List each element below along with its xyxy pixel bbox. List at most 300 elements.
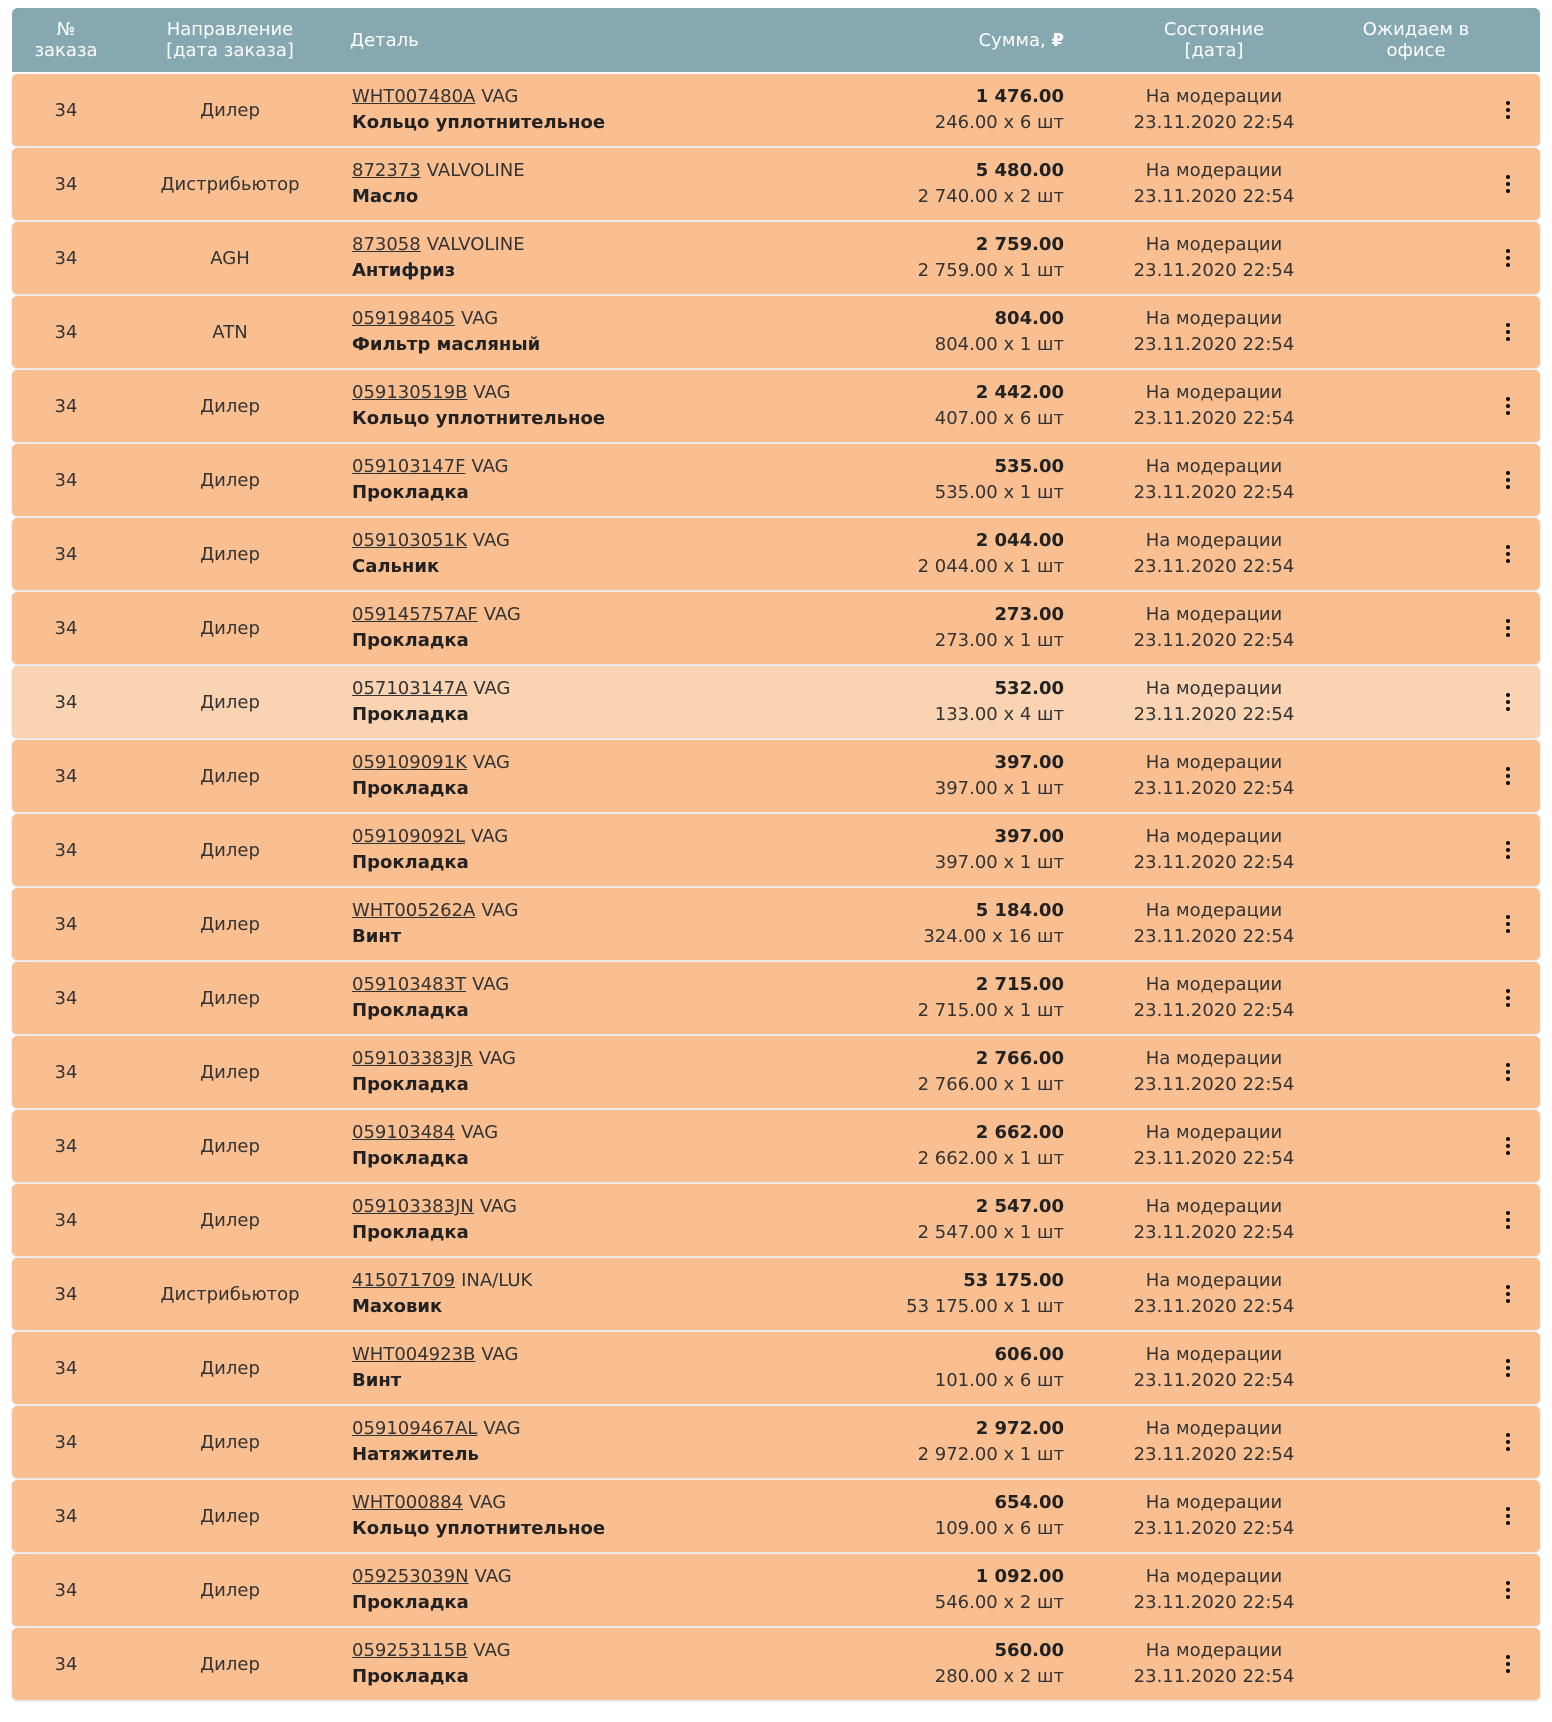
part-brand: VAG [469,1492,507,1513]
sum-total: 2 442.00 [975,382,1064,403]
state-cell [1104,1480,1324,1552]
part-brand: VAG [471,456,509,477]
state-cell [1104,1110,1324,1182]
direction: Дилер [200,913,260,935]
kebab-dot [1506,1514,1510,1518]
part-brand: VAG [472,752,510,773]
row-menu-cell [1496,666,1520,738]
order-number: 34 [54,839,78,861]
part-code-link[interactable]: 059253115B [352,1640,468,1661]
state-status: На модерации [1145,1122,1283,1143]
part-brand: VAG [474,1566,512,1587]
sum-unit-price: 2 740.00 x 2 шт [917,186,1064,207]
part-code-link[interactable]: 059103383JR [352,1048,473,1069]
part-code-link[interactable]: 059253039N [352,1566,469,1587]
part-name: Прокладка [352,778,469,799]
kebab-dot [1506,774,1510,778]
state-date: 23.11.2020 22:54 [1133,112,1295,133]
state-status: На модерации [1145,160,1283,181]
kebab-dot [1506,1063,1510,1067]
sum-cell [752,1036,1064,1108]
state-status: На модерации [1145,826,1283,847]
part-code-link[interactable]: 059109092L [352,826,466,847]
part-brand: VAG [473,678,511,699]
sum-cell [752,666,1064,738]
state-date: 23.11.2020 22:54 [1133,1518,1295,1539]
order-number-cell [12,666,120,738]
part-name: Кольцо уплотнительное [352,112,606,133]
detail-cell [352,1406,772,1478]
kebab-dot [1506,323,1510,327]
part-code-link[interactable]: 057103147A [352,678,468,699]
state-status: На модерации [1145,1566,1283,1587]
state-cell [1104,962,1324,1034]
sum-total: 5 480.00 [975,160,1064,181]
kebab-icon[interactable] [1496,1578,1520,1602]
sum-total: 273.00 [994,604,1064,625]
sum-unit-price: 2 972.00 x 1 шт [917,1444,1064,1465]
sum-unit-price: 324.00 x 16 шт [923,926,1064,947]
row-menu-cell [1496,1628,1520,1700]
part-code-link[interactable]: 059103051K [352,530,467,551]
orders-table [12,8,1540,1700]
state-date: 23.11.2020 22:54 [1133,556,1295,577]
order-number: 34 [54,395,78,417]
kebab-dot [1506,1447,1510,1451]
sum-cell [752,518,1064,590]
kebab-icon[interactable] [1496,1282,1520,1306]
state-cell [1104,1184,1324,1256]
sum-total: 2 766.00 [975,1048,1064,1069]
part-name: Сальник [352,556,440,577]
kebab-dot [1506,404,1510,408]
sum-cell [752,1184,1064,1256]
state-cell [1104,666,1324,738]
row-menu-cell [1496,370,1520,442]
sum-cell [752,222,1064,294]
part-name: Натяжитель [352,1444,479,1465]
kebab-icon[interactable] [1496,1208,1520,1232]
row-menu-cell [1496,1110,1520,1182]
part-brand: VAG [481,900,519,921]
kebab-dot [1506,922,1510,926]
order-number: 34 [54,1135,78,1157]
kebab-dot [1506,1655,1510,1659]
state-status: На модерации [1145,1344,1283,1365]
kebab-dot [1506,249,1510,253]
sum-cell [752,148,1064,220]
row-menu-cell [1496,1554,1520,1626]
part-code-link[interactable]: WHT005262A [352,900,476,921]
detail-cell [352,1332,772,1404]
row-menu-cell [1496,1480,1520,1552]
sum-cell [752,1258,1064,1330]
kebab-dot [1506,1292,1510,1296]
detail-code-line [352,1564,512,1590]
part-brand: VAG [481,86,519,107]
kebab-dot [1506,411,1510,415]
row-menu-cell [1496,740,1520,812]
part-code-link[interactable]: WHT007480A [352,86,476,107]
detail-code-line [352,528,510,554]
kebab-dot [1506,1433,1510,1437]
part-brand: VAG [483,1418,521,1439]
kebab-icon[interactable] [1496,468,1520,492]
sum-unit-price: 246.00 x 6 шт [934,112,1064,133]
order-number-cell [12,74,120,146]
part-name: Прокладка [352,1666,469,1687]
state-status: На модерации [1145,234,1283,255]
sum-unit-price: 273.00 x 1 шт [934,630,1064,651]
header-direction-line2: [дата заказа] [166,40,294,61]
part-brand: VAG [483,604,521,625]
kebab-icon[interactable] [1496,394,1520,418]
part-name: Прокладка [352,482,469,503]
table-row [12,740,1540,812]
part-code-link[interactable]: 059103484 [352,1122,456,1143]
kebab-dot [1506,175,1510,179]
part-code-link[interactable]: 415071709 [352,1270,456,1291]
kebab-icon[interactable] [1496,764,1520,788]
table-row [12,370,1540,442]
part-brand: VAG [461,308,499,329]
part-code-link[interactable]: 872373 [352,160,421,181]
state-date: 23.11.2020 22:54 [1133,778,1295,799]
state-date: 23.11.2020 22:54 [1133,260,1295,281]
state-status: На модерации [1145,1270,1283,1291]
state-cell [1104,518,1324,590]
header-office-line2: офисе [1386,40,1446,61]
part-code-link[interactable]: WHT000884 [352,1492,464,1513]
state-status: На модерации [1145,678,1283,699]
detail-cell [352,1480,772,1552]
part-brand: VAG [473,382,511,403]
part-name: Маховик [352,1296,443,1317]
kebab-dot [1506,1581,1510,1585]
kebab-dot [1506,478,1510,482]
row-menu-cell [1496,1258,1520,1330]
kebab-dot [1506,1359,1510,1363]
state-date: 23.11.2020 22:54 [1133,1592,1295,1613]
part-code-link[interactable]: 059130519B [352,382,468,403]
header-order-number-line1: № [56,19,76,40]
row-menu-cell [1496,592,1520,664]
sum-total: 1 092.00 [975,1566,1064,1587]
kebab-icon[interactable] [1496,1504,1520,1528]
kebab-dot [1506,693,1510,697]
kebab-dot [1506,1218,1510,1222]
row-menu-cell [1496,1184,1520,1256]
sum-cell [752,296,1064,368]
sum-total: 2 662.00 [975,1122,1064,1143]
table-row [12,296,1540,368]
header-detail [350,8,570,72]
part-brand: VAG [478,1048,516,1069]
direction-cell [120,814,340,886]
kebab-dot [1506,996,1510,1000]
direction-cell [120,1258,340,1330]
row-menu-cell [1496,296,1520,368]
detail-code-line [352,232,525,258]
kebab-dot [1506,1225,1510,1229]
direction-cell [120,1480,340,1552]
kebab-dot [1506,1070,1510,1074]
kebab-icon[interactable] [1496,246,1520,270]
detail-code-line [352,676,511,702]
state-date: 23.11.2020 22:54 [1133,1222,1295,1243]
order-number-cell [12,370,120,442]
sum-total: 2 715.00 [975,974,1064,995]
direction: Дилер [200,987,260,1009]
kebab-icon[interactable] [1496,542,1520,566]
kebab-dot [1506,1211,1510,1215]
direction-cell [120,370,340,442]
kebab-icon[interactable] [1496,616,1520,640]
state-date: 23.11.2020 22:54 [1133,1000,1295,1021]
kebab-icon[interactable] [1496,1652,1520,1676]
part-code-link[interactable]: 059145757AF [352,604,478,625]
kebab-icon[interactable] [1496,320,1520,344]
detail-code-line [352,1194,517,1220]
sum-unit-price: 109.00 x 6 шт [934,1518,1064,1539]
detail-cell [352,1110,772,1182]
row-menu-cell [1496,222,1520,294]
sum-total: 804.00 [994,308,1064,329]
sum-cell [752,888,1064,960]
detail-cell [352,1628,772,1700]
sum-cell [752,962,1064,1034]
part-code-link[interactable]: 059103383JN [352,1196,474,1217]
state-cell [1104,1628,1324,1700]
sum-total: 560.00 [994,1640,1064,1661]
order-number-cell [12,222,120,294]
kebab-dot [1506,1669,1510,1673]
state-status: На модерации [1145,530,1283,551]
part-name: Фильтр масляный [352,334,541,355]
order-number-cell [12,1036,120,1108]
part-code-link[interactable]: 873058 [352,234,421,255]
sum-cell [752,444,1064,516]
direction: Дилер [200,1653,260,1675]
order-number: 34 [54,1579,78,1601]
part-brand: VALVOLINE [426,234,525,255]
direction-cell [120,1332,340,1404]
order-number: 34 [54,691,78,713]
order-number: 34 [54,173,78,195]
header-office-line1: Ожидаем в [1362,19,1470,40]
row-menu-cell [1496,962,1520,1034]
order-number-cell [12,518,120,590]
state-date: 23.11.2020 22:54 [1133,852,1295,873]
sum-total: 2 547.00 [975,1196,1064,1217]
part-name: Прокладка [352,704,469,725]
part-brand: VAG [472,974,510,995]
detail-code-line [352,380,511,406]
kebab-icon[interactable] [1496,172,1520,196]
state-cell [1104,740,1324,812]
kebab-dot [1506,1588,1510,1592]
kebab-icon[interactable] [1496,838,1520,862]
kebab-icon[interactable] [1496,1060,1520,1084]
sum-cell [752,1480,1064,1552]
row-menu-cell [1496,148,1520,220]
kebab-icon[interactable] [1496,912,1520,936]
order-number-cell [12,888,120,960]
header-direction [120,8,340,72]
sum-unit-price: 397.00 x 1 шт [934,778,1064,799]
kebab-dot [1506,182,1510,186]
direction-cell [120,1036,340,1108]
sum-cell [752,1110,1064,1182]
sum-total: 535.00 [994,456,1064,477]
sum-total: 2 759.00 [975,234,1064,255]
kebab-icon[interactable] [1496,1430,1520,1454]
kebab-dot [1506,1440,1510,1444]
row-menu-cell [1496,444,1520,516]
kebab-icon[interactable] [1496,1134,1520,1158]
kebab-dot [1506,626,1510,630]
order-number: 34 [54,1209,78,1231]
detail-cell [352,962,772,1034]
kebab-dot [1506,1595,1510,1599]
detail-cell [352,814,772,886]
kebab-dot [1506,330,1510,334]
detail-code-line [352,1490,506,1516]
state-cell [1104,444,1324,516]
header-order-number-line2: заказа [34,40,98,61]
kebab-dot [1506,700,1510,704]
kebab-dot [1506,108,1510,112]
direction: Дилер [200,1061,260,1083]
kebab-icon[interactable] [1496,1356,1520,1380]
detail-cell [352,888,772,960]
kebab-dot [1506,256,1510,260]
order-number-cell [12,1332,120,1404]
row-menu-cell [1496,1406,1520,1478]
direction: Дилер [200,1505,260,1527]
order-number: 34 [54,1357,78,1379]
detail-cell [352,740,772,812]
direction-cell [120,148,340,220]
state-status: На модерации [1145,900,1283,921]
state-status: На модерации [1145,1640,1283,1661]
kebab-dot [1506,337,1510,341]
sum-unit-price: 2 662.00 x 1 шт [917,1148,1064,1169]
order-number: 34 [54,469,78,491]
state-date: 23.11.2020 22:54 [1133,334,1295,355]
order-number: 34 [54,765,78,787]
direction: Дилер [200,1357,260,1379]
detail-code-line [352,1268,532,1294]
kebab-dot [1506,1137,1510,1141]
state-status: На модерации [1145,1418,1283,1439]
direction: Дилер [200,1431,260,1453]
direction: Дилер [200,99,260,121]
part-name: Винт [352,1370,402,1391]
direction: Дилер [200,1579,260,1601]
part-code-link[interactable]: 059103483T [352,974,467,995]
state-status: На модерации [1145,1492,1283,1513]
state-cell [1104,148,1324,220]
state-date: 23.11.2020 22:54 [1133,186,1295,207]
state-date: 23.11.2020 22:54 [1133,482,1295,503]
sum-unit-price: 2 547.00 x 1 шт [917,1222,1064,1243]
kebab-dot [1506,559,1510,563]
kebab-dot [1506,633,1510,637]
state-status: На модерации [1145,1196,1283,1217]
header-detail-label: Деталь [350,29,419,51]
detail-cell [352,444,772,516]
part-name: Прокладка [352,1148,469,1169]
detail-code-line [352,750,510,776]
order-number-cell [12,1110,120,1182]
sum-unit-price: 53 175.00 x 1 шт [906,1296,1064,1317]
detail-cell [352,1184,772,1256]
direction: Дилер [200,543,260,565]
order-number-cell [12,592,120,664]
detail-code-line [352,898,518,924]
detail-cell [352,296,772,368]
state-status: На модерации [1145,1048,1283,1069]
kebab-dot [1506,189,1510,193]
kebab-dot [1506,1151,1510,1155]
sum-total: 397.00 [994,826,1064,847]
table-row [12,814,1540,886]
kebab-icon[interactable] [1496,986,1520,1010]
row-menu-cell [1496,888,1520,960]
table-header [12,8,1540,72]
kebab-dot [1506,915,1510,919]
direction-cell [120,740,340,812]
table-row [12,444,1540,516]
state-date: 23.11.2020 22:54 [1133,1444,1295,1465]
part-code-link[interactable]: 059198405 [352,308,456,329]
kebab-dot [1506,1144,1510,1148]
state-date: 23.11.2020 22:54 [1133,926,1295,947]
table-row [12,962,1540,1034]
part-name: Прокладка [352,852,469,873]
detail-cell [352,1258,772,1330]
order-number-cell [12,1184,120,1256]
state-cell [1104,1258,1324,1330]
kebab-dot [1506,989,1510,993]
table-body [12,74,1540,1700]
order-number: 34 [54,321,78,343]
kebab-dot [1506,115,1510,119]
kebab-icon[interactable] [1496,690,1520,714]
order-number-cell [12,1554,120,1626]
detail-code-line [352,158,525,184]
sum-cell [752,1406,1064,1478]
part-code-link[interactable]: 059109467AL [352,1418,478,1439]
order-number-cell [12,148,120,220]
direction-cell [120,888,340,960]
kebab-dot [1506,263,1510,267]
part-name: Кольцо уплотнительное [352,408,606,429]
table-row [12,592,1540,664]
sum-cell [752,814,1064,886]
part-code-link[interactable]: WHT004923B [352,1344,476,1365]
table-row [12,518,1540,590]
part-code-link[interactable]: 059109091K [352,752,467,773]
kebab-icon[interactable] [1496,98,1520,122]
header-state-line2: [дата] [1184,40,1244,61]
kebab-dot [1506,848,1510,852]
sum-unit-price: 101.00 x 6 шт [934,1370,1064,1391]
state-cell [1104,888,1324,960]
part-code-link[interactable]: 059103147F [352,456,466,477]
state-cell [1104,814,1324,886]
